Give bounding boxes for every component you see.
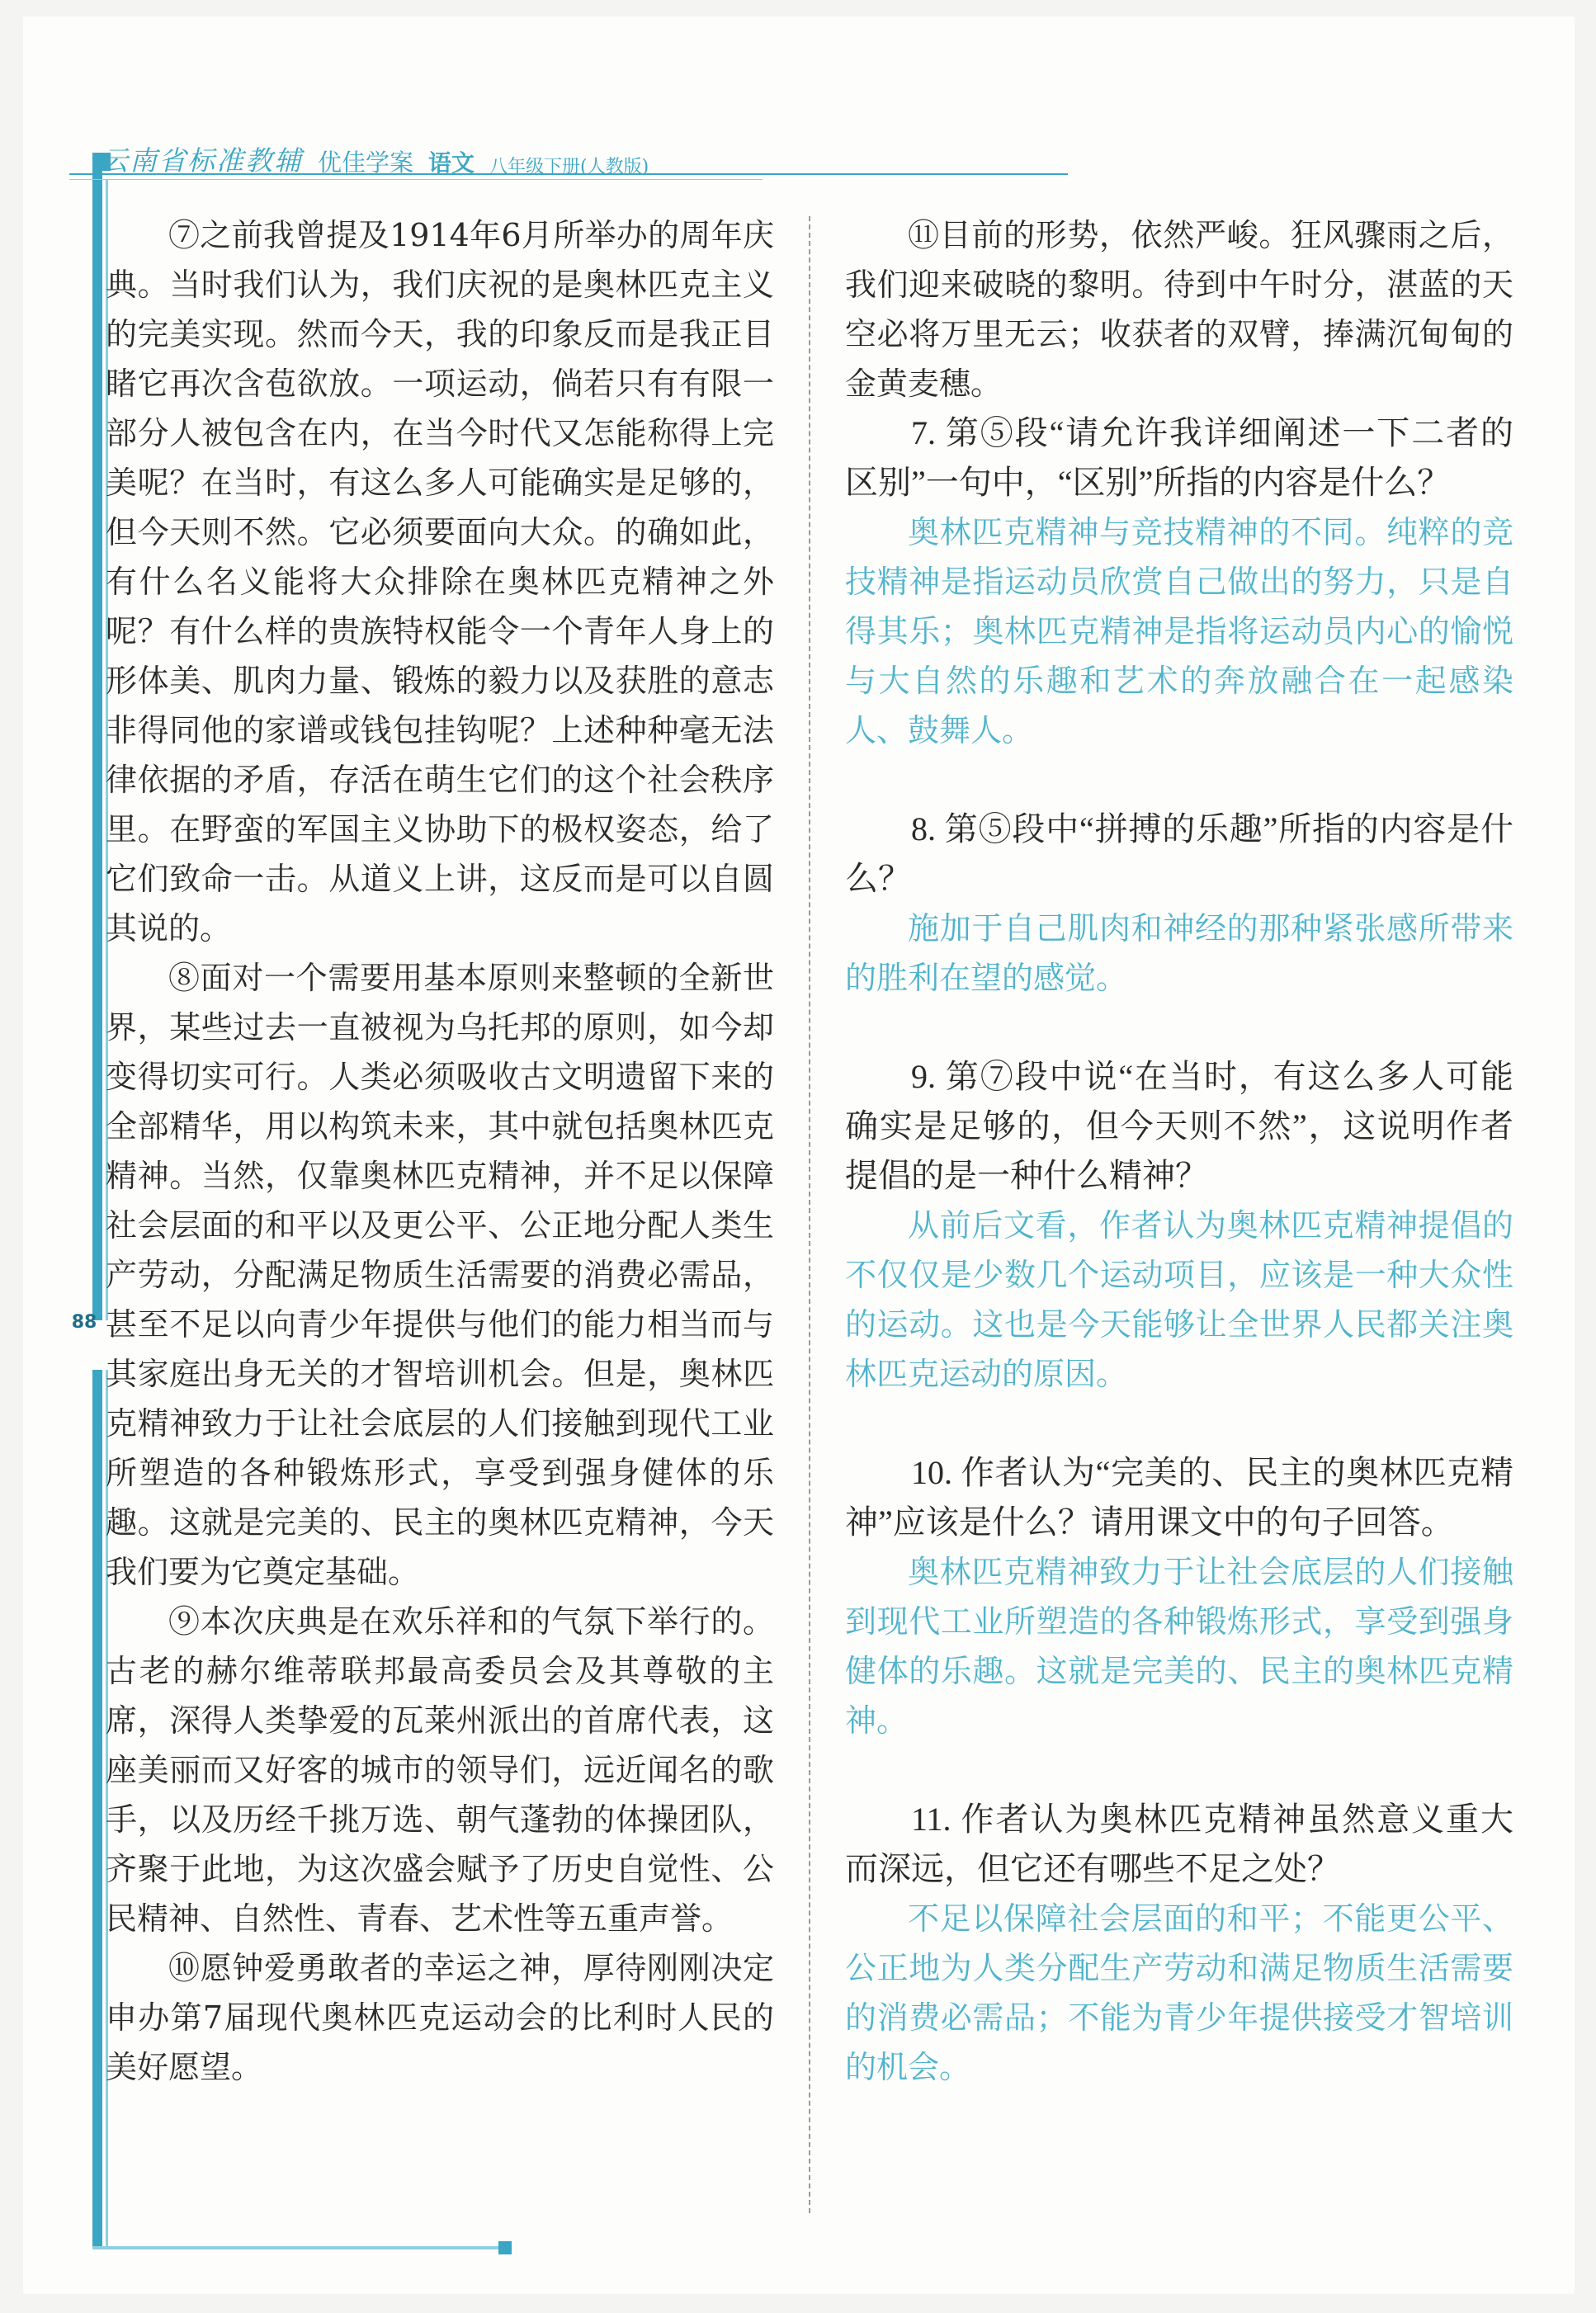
series-name: 优佳学案 (318, 149, 414, 177)
left-column (106, 210, 774, 2092)
paragraph-11: ⑪目前的形势，依然严峻。狂风骤雨之后，我们迎来破晓的黎明。待到中午时分，湛蓝的天空必将万里无云；收获者的双臂，捧满沉甸甸的金黄麦穗。 (845, 217, 1513, 402)
left-accent-bar-bottom (92, 1370, 102, 2249)
question-9: 9. 第⑦段中说“在当时，有这么多人可能确实是足够的，但今天则不然”，这说明作者提倡的是一种什么精神？ (845, 1058, 1513, 1194)
paragraph-9: ⑨本次庆典是在欢乐祥和的气氛下举行的。古老的赫尔维蒂联邦最高委员会及其尊敬的主席，深得人类挚爱的瓦莱州派出的首席代表，这座美丽而又好客的城市的领导们，远近闻名的歌手，以及历经千挑万选、朝气蓬勃的体操团队，齐聚于此地，为这次盛会赋予了历史自觉性、公民精神、自然性、青春、艺术性等五重声誉。 (106, 1603, 774, 1937)
answer-10: 奥林匹克精神致力于让社会底层的人们接触到现代工业所塑造的各种锻炼形式，享受到强身健体的乐趣。这就是完美的、民主的奥林匹克精神。 (845, 1554, 1513, 1739)
question-10: 10. 作者认为“完美的、民主的奥林匹克精神”应该是什么？请用课文中的句子回答。 (845, 1454, 1513, 1541)
question-11: 11. 作者认为奥林匹克精神虽然意义重大而深远，但它还有哪些不足之处？ (845, 1801, 1513, 1887)
question-8: 8. 第⑤段中“拼搏的乐趣”所指的内容是什么？ (845, 810, 1513, 897)
paragraph-8: ⑧面对一个需要用基本原则来整顿的全新世界，某些过去一直被视为乌托邦的原则，如今却变得切实可行。人类必须吸收古文明遗留下来的全部精华，用以构筑未来，其中就包括奥林匹克精神。当然，仅靠奥林匹克精神，并不足以保障社会层面的和平以及更公平、公正地分配人类生产劳动，分配满足物质生活需要的消费必需品，甚至不足以向青少年提供与他们的能力相当而与其家庭出身无关的才智培训机会。但是，奥林匹克精神致力于让社会底层的人们接触到现代工业所塑造的各种锻炼形式，享受到强身健体的乐趣。这就是完美的、民主的奥林匹克精神，今天我们要为它奠定基础。 (106, 960, 774, 1590)
paragraph-7: ⑦之前我曾提及1914年6月所举办的周年庆典。当时我们认为，我们庆祝的是奥林匹克主义的完美实现。然而今天，我的印象反而是我正目睹它再次含苞欲放。一项运动，倘若只有有限一部分人被包含在内，在当今时代又怎能称得上完美呢？在当时，有这么多人可能确实是足够的，但今天则不然。它必须要面向大众。的确如此，有什么名义能将大众排除在奥林匹克精神之外呢？有什么样的贵族特权能令一个青年人身上的形体美、肌肉力量、锻炼的毅力以及获胜的意志非得同他的家谱或钱包挂钩呢？上述种种毫无法律依据的矛盾，存活在萌生它们的这个社会秩序里。在野蛮的军国主义协助下的极权姿态，给了它们致命一击。从道义上讲，这反而是可以自圆其说的。 (106, 217, 774, 946)
header-rule-thin (69, 179, 763, 180)
answer-7: 奥林匹克精神与竞技精神的不同。纯粹的竞技精神是指运动员欣赏自己做出的努力，只是自得其乐；奥林匹克精神是指将运动员内心的愉悦与大自然的乐趣和艺术的奔放融合在一起感染人、鼓舞人。 (845, 514, 1513, 748)
header-rule (69, 173, 1068, 175)
bottom-rule (92, 2246, 505, 2249)
column-divider (809, 216, 810, 2213)
subject-label: 语文 (428, 149, 475, 177)
answer-11: 不足以保障社会层面的和平；不能更公平、公正地为人类分配生产劳动和满足物质生活需要的消费必需品；不能为青少年提供接受才智培训的机会。 (845, 1900, 1513, 2085)
running-header (101, 139, 649, 178)
answer-9: 从前后文看，作者认为奥林匹克精神提倡的不仅仅是少数几个运动项目，应该是一种大众性的运动。这也是今天能够让全世界人民都关注奥林匹克运动的原因。 (845, 1207, 1513, 1392)
bottom-square-mark (498, 2241, 512, 2254)
series-brand: 云南省标准教辅 (101, 144, 303, 177)
page-number: 88 (71, 1312, 97, 1333)
grade-label: 八年级下册(人教版) (489, 157, 649, 177)
question-7: 7. 第⑤段“请允许我详细阐述一下二者的区别”一句中，“区别”所指的内容是什么？ (845, 414, 1513, 501)
answer-8: 施加于自己肌肉和神经的那种紧张感所带来的胜利在望的感觉。 (845, 910, 1513, 996)
left-accent-bar-top (92, 153, 102, 1320)
right-column (845, 210, 1513, 2092)
paragraph-10: ⑩愿钟爱勇敢者的幸运之神，厚待刚刚决定申办第7届现代奥林匹克运动会的比利时人民的美好愿望。 (106, 1950, 774, 2085)
